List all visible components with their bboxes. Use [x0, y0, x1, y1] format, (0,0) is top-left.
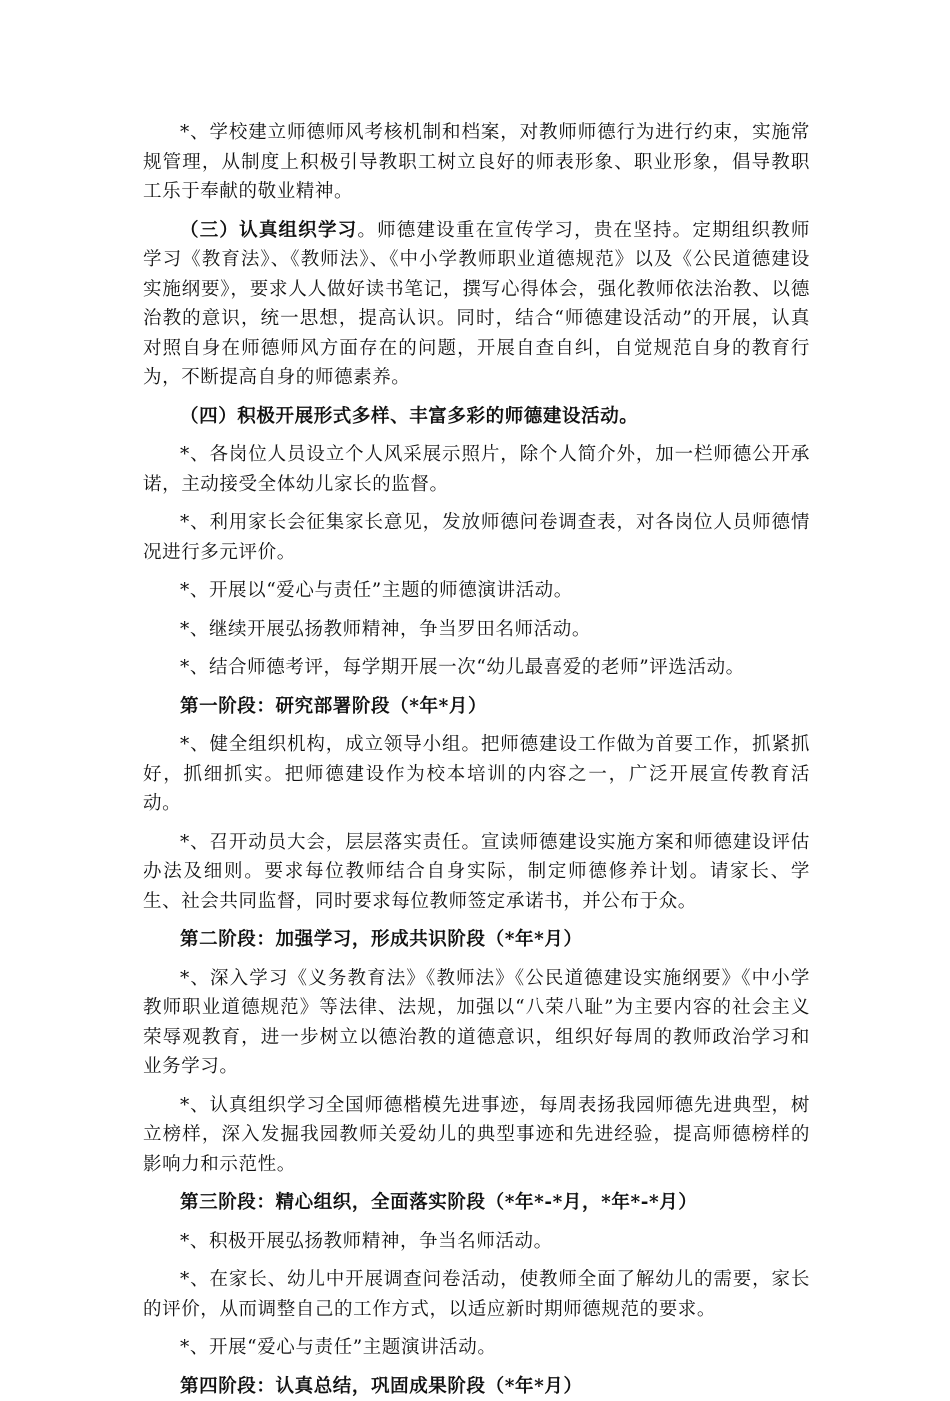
paragraph-organize-study-body: 。师德建设重在宣传学习，贵在坚持。定期组织教师学习《教育法》、《教师法》、《中小学教师职业道德规范》以及《公民道德建设实施纲要》，要求人人做好读书笔记，撰写心得体会，强化教师依法治教、以德治教的意识，统一思想，提高认识。同时，结合“师德建设活动”的开展，认真对照自身在师德师风方面存在的问题，开展自查自纠，自觉规范自身的教育行为，不断提高自身的师德素养。 — [143, 220, 810, 389]
paragraph-item: *、利用家长会征集家长意见，发放师德问卷调查表，对各岗位人员师德情况进行多元评价。 — [143, 508, 810, 567]
paragraph-item: *、开展以“爱心与责任”主题的师德演讲活动。 — [143, 576, 810, 606]
paragraph-item: *、继续开展弘扬教师精神，争当罗田名师活动。 — [143, 615, 810, 645]
paragraph-item: *、认真组织学习全国师德楷模先进事迹，每周表扬我园师德先进典型，树立榜样，深入发掘我园教师关爱幼儿的典型事迹和先进经验，提高师德榜样的影响力和示范性。 — [143, 1091, 810, 1180]
paragraph-item: *、开展“爱心与责任”主题演讲活动。 — [143, 1333, 810, 1363]
stage-heading-1: 第一阶段：研究部署阶段（*年*月） — [143, 692, 810, 722]
paragraph-item: *、各岗位人员设立个人风采展示照片，除个人简介外，加一栏师德公开承诺，主动接受全体幼儿家长的监督。 — [143, 440, 810, 499]
stage-heading-3: 第三阶段：精心组织，全面落实阶段（*年*-*月，*年*-*月） — [143, 1188, 810, 1218]
paragraph-organize-study — [143, 216, 810, 393]
paragraph-item: *、积极开展弘扬教师精神，争当名师活动。 — [143, 1227, 810, 1257]
paragraph-item: *、结合师德考评，每学期开展一次“幼儿最喜爱的老师”评选活动。 — [143, 653, 810, 683]
paragraph-item: *、召开动员大会，层层落实责任。宣读师德建设实施方案和师德建设评估办法及细则。要求每位教师结合自身实际，制定师德修养计划。请家长、学生、社会共同监督，同时要求每位教师签定承诺书，并公布于众。 — [143, 828, 810, 917]
stage-heading-2: 第二阶段：加强学习，形成共识阶段（*年*月） — [143, 925, 810, 955]
paragraph-item: *、健全组织机构，成立领导小组。把师德建设工作做为首要工作，抓紧抓好，抓细抓实。把师德建设作为校本培训的内容之一，广泛开展宣传教育活动。 — [143, 730, 810, 819]
paragraph-teacher-ethics-assessment: *、学校建立师德师风考核机制和档案，对教师师德行为进行约束，实施常规管理，从制度上积极引导教职工树立良好的师表形象、职业形象，倡导教职工乐于奉献的敬业精神。 — [143, 118, 810, 207]
paragraph-item: *、在家长、幼儿中开展调查问卷活动，使教师全面了解幼儿的需要，家长的评价，从而调整自己的工作方式，以适应新时期师德规范的要求。 — [143, 1265, 810, 1324]
section-heading-activities: （四）积极开展形式多样、丰富多彩的师德建设活动。 — [143, 402, 810, 432]
section-heading-organize-study: （三）认真组织学习 — [180, 220, 357, 241]
paragraph-item: *、深入学习《义务教育法》《教师法》《公民道德建设实施纲要》《中小学教师职业道德规范》等法律、法规，加强以“八荣八耻”为主要内容的社会主义荣辱观教育，进一步树立以德治教的道德意识，组织好每周的教师政治学习和业务学习。 — [143, 964, 810, 1082]
stage-heading-4: 第四阶段：认真总结，巩固成果阶段（*年*月） — [143, 1372, 810, 1401]
